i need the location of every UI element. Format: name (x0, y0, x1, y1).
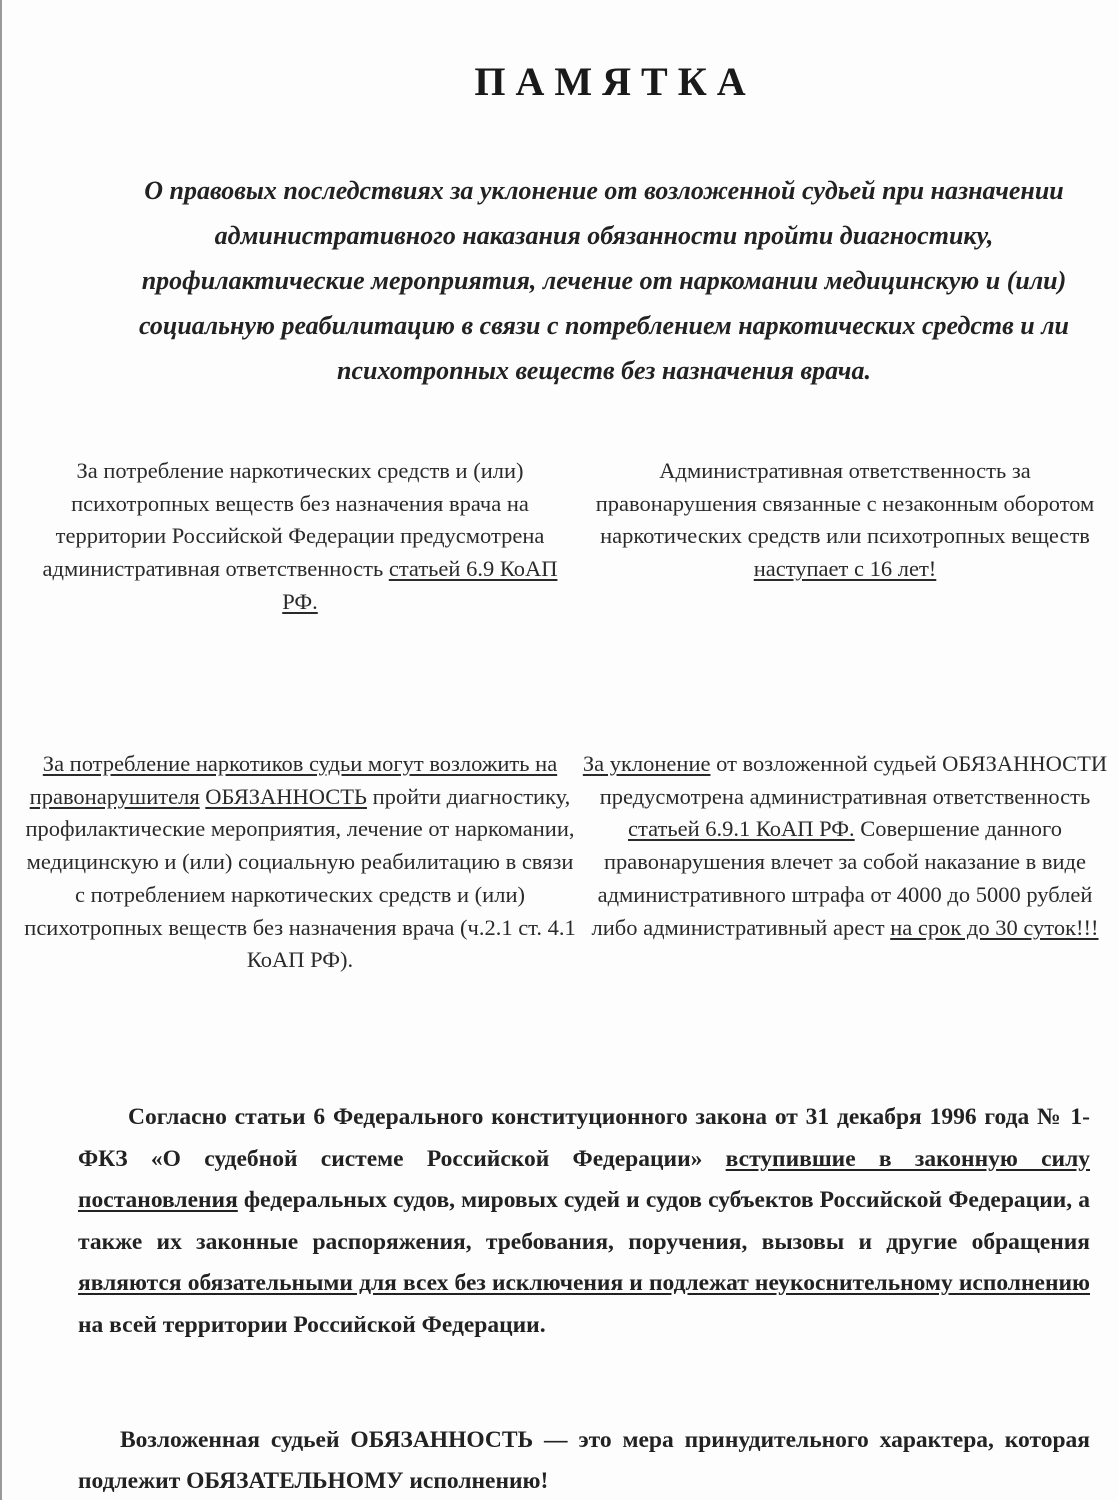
obligation-word: ОБЯЗАННОСТЬ (205, 783, 367, 809)
law-text-b: вступившие в законную силу постановления (78, 1145, 1091, 1213)
document-subtitle: О правовых последствиях за уклонение от возложенной судьей при назначении административного наказания обязанности пройти диагностику, профилактические мероприятия, лечение от наркомании медицинскую и (или) социальную реабилитацию в связи с потреблением наркотических средств и ли психотропных веществ без назначения врача. (138, 176, 1069, 385)
block-consumption-liability (30, 455, 570, 619)
evasion-lead: За уклонение (582, 751, 711, 776)
law-text-e: на всей территории Российской Федерации. (78, 1311, 546, 1338)
block-evasion-penalty (575, 748, 1115, 944)
document-title: ПАМЯТКА (474, 59, 756, 104)
block-text: от возложенной судьей ОБЯЗАННОСТИ предусмотрена административная ответственность (599, 751, 1108, 809)
article-reference: статьей 6.9 КоАП РФ. (282, 556, 558, 614)
page-edge (0, 0, 2, 1500)
obligation-lead: За потребление наркотиков судьи могут возложить на правонарушителя (29, 751, 558, 809)
article-reference: статьей 6.9.1 КоАП РФ. (628, 816, 855, 842)
block-judge-obligation (20, 748, 580, 977)
block-age-liability (580, 455, 1110, 586)
law-text-a: Согласно статьи 6 Федерального конституционного закона от 31 декабря 1996 года № 1-ФКЗ «О судебной системе Российской Федерации» (78, 1104, 1090, 1172)
obligation-text: Возложенная судьей ОБЯЗАННОСТЬ — это мера принудительного характера, которая подлежит ОБЯЗАТЕЛЬНОМУ исполнению! (78, 1427, 1090, 1494)
block-text: пройти диагностику, профилактические мероприятия, лечение от наркомании, медицинскую и (или) социальную реабилитацию в связи с потреблением наркотических средств и (или) психотропных веществ без назначения врача (ч.2.1 ст. 4.1 КоАП РФ). (24, 783, 576, 973)
obligation-paragraph (78, 1420, 1090, 1502)
block-text-penalty: Совершение данного правонарушения влечет за собой наказание в виде административного штрафа от 4000 до 5000 рублей либо административный арест (591, 816, 1093, 940)
law-text-c: федеральных судов, мировых судей и судов субъектов Российской Федерации, а также их законные распоряжения, требования, поручения, вызовы и другие обращения (78, 1187, 1091, 1255)
arrest-term: на срок до 30 суток!!! (890, 914, 1099, 940)
law-paragraph (78, 1097, 1090, 1346)
age-note: наступает с 16 лет! (753, 556, 937, 582)
block-text: Административная ответственность за правонарушения связанные с незаконным оборотом наркотических средств или психотропных веществ (595, 458, 1095, 549)
law-text-d: являются обязательными для всех без исключения и подлежат неукоснительному исполнению (78, 1270, 1090, 1296)
block-text: За потребление наркотических средств и (или) психотропных веществ без назначения врача на территории Российской Федерации предусмотрена административная ответственность (42, 458, 545, 582)
